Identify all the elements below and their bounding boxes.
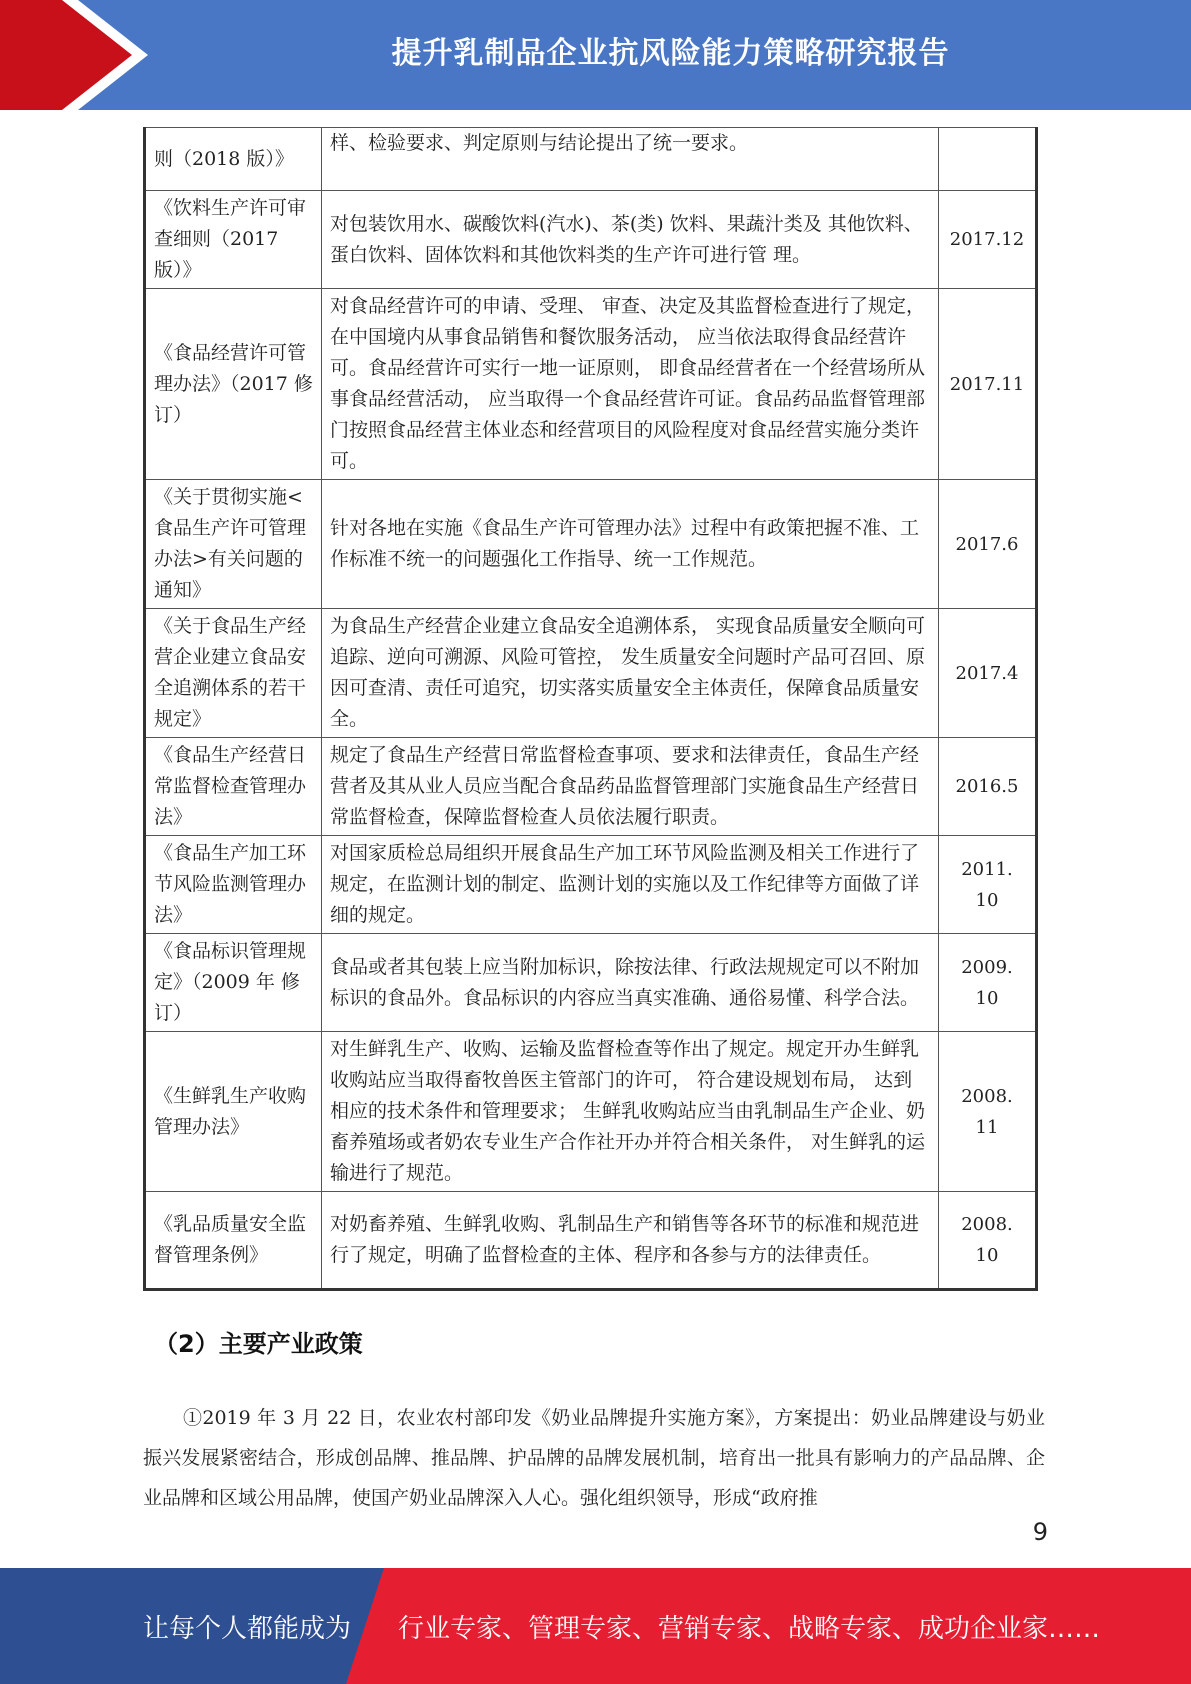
regulation-description: 食品或者其包装上应当附加标识，除按法律、行政法规规定可以不附加标识的食品外。食品标识的内容应当真实准确、通俗易懂、科学合法。 — [322, 934, 939, 1032]
table-row — [145, 1032, 1037, 1192]
regulation-description: 样、检验要求、判定原则与结论提出了统一要求。 — [322, 128, 939, 191]
table-row — [145, 738, 1037, 836]
regulation-name: 《关于食品生产经营企业建立食品安全追溯体系的若干规定》 — [145, 609, 322, 738]
regulation-name: 《生鲜乳生产收购管理办法》 — [145, 1032, 322, 1192]
regulation-name: 《食品标识管理规定》（2009 年 修订） — [145, 934, 322, 1032]
regulation-name: 《乳品质量安全监督管理条例》 — [145, 1192, 322, 1290]
regulation-name: 《饮料生产许可审查细则（2017 版）》 — [145, 191, 322, 289]
body-paragraph: ①2019 年 3 月 22 日，农业农村部印发《奶业品牌提升实施方案》，方案提出：奶业品牌建设与奶业振兴发展紧密结合，形成创品牌、推品牌、护品牌的品牌发展机制，培育出一批具有影响力的产品品牌、企业品牌和区域公用品牌，使国产奶业品牌深入人心。强化组织领导，形成“政府推 — [143, 1407, 1045, 1509]
regulation-description: 规定了食品生产经营日常监督检查事项、要求和法律责任，食品生产经营者及其从业人员应当配合食品药品监督管理部门实施食品生产经营日常监督检查，保障监督检查人员依法履行职责。 — [322, 738, 939, 836]
regulations-table-container — [143, 127, 1035, 1291]
header-arrow-graphic — [0, 0, 160, 110]
regulation-description: 为食品生产经营企业建立食品安全追溯体系， 实现食品质量安全顺向可追踪、逆向可溯源、风险可管控， 发生质量安全问题时产品可召回、原因可查清、责任可追究，切实落实质量安全主体责任，保障食品质量安全。 — [322, 609, 939, 738]
regulation-date: 2017.4 — [939, 609, 1037, 738]
regulation-name: 《关于贯彻实施<食品生产许可管理办法>有关问题的通知》 — [145, 480, 322, 609]
regulation-name: 则（2018 版）》 — [145, 128, 322, 191]
table-row — [145, 191, 1037, 289]
regulation-name: 《食品经营许可管理办法》（2017 修订） — [145, 289, 322, 480]
table-row — [145, 1192, 1037, 1290]
table-row — [145, 480, 1037, 609]
section-heading: （2）主要产业政策 — [154, 1330, 363, 1358]
table-row — [145, 289, 1037, 480]
regulations-table — [143, 127, 1038, 1291]
page-number: 9 — [1032, 1518, 1048, 1546]
regulation-description: 对国家质检总局组织开展食品生产加工环节风险监测及相关工作进行了规定，在监测计划的制定、监测计划的实施以及工作纪律等方面做了详细的规定。 — [322, 836, 939, 934]
regulation-description: 对包装饮用水、碳酸饮料(汽水)、茶(类) 饮料、果蔬汁类及 其他饮料、蛋白饮料、固体饮料和其他饮料类的生产许可进行管 理。 — [322, 191, 939, 289]
regulation-date: 2008. 11 — [939, 1032, 1037, 1192]
footer-slogan-right: 行业专家、管理专家、营销专家、战略专家、成功企业家…… — [398, 1614, 1101, 1644]
footer-slogan-left: 让每个人都能成为 — [143, 1614, 352, 1644]
report-title: 提升乳制品企业抗风险能力策略研究报告 — [391, 36, 950, 71]
regulation-date: 2011. 10 — [939, 836, 1037, 934]
table-row — [145, 609, 1037, 738]
regulation-date — [939, 128, 1037, 191]
regulation-date: 2017.6 — [939, 480, 1037, 609]
page-header — [0, 0, 1191, 110]
regulation-description: 针对各地在实施《食品生产许可管理办法》过程中有政策把握不准、工作标准不统一的问题强化工作指导、统一工作规范。 — [322, 480, 939, 609]
regulation-date: 2016.5 — [939, 738, 1037, 836]
regulation-description: 对奶畜养殖、生鲜乳收购、乳制品生产和销售等各环节的标准和规范进行了规定，明确了监督检查的主体、程序和各参与方的法律责任。 — [322, 1192, 939, 1290]
regulation-description: 对食品经营许可的申请、受理、 审查、决定及其监督检查进行了规定， 在中国境内从事食品销售和餐饮服务活动， 应当依法取得食品经营许可。食品经营许可实行一地一证原则， 即食品经营者在一个经营场所从事食品经营活动， 应当取得一个食品经营许可证。食品药品监督管理部门按照食品经营主体业态和经营项目的风险程度对食品经营实施分类许可。 — [322, 289, 939, 480]
regulation-description: 对生鲜乳生产、收购、运输及监督检查等作出了规定。规定开办生鲜乳收购站应当取得畜牧兽医主管部门的许可， 符合建设规划布局， 达到相应的技术条件和管理要求； 生鲜乳收购站应当由乳制品生产企业、奶畜养殖场或者奶农专业生产合作社开办并符合相关条件， 对生鲜乳的运输进行了规范。 — [322, 1032, 939, 1192]
regulation-date: 2017.11 — [939, 289, 1037, 480]
regulation-date: 2008. 10 — [939, 1192, 1037, 1290]
table-row — [145, 128, 1037, 191]
table-row — [145, 934, 1037, 1032]
regulation-date: 2009. 10 — [939, 934, 1037, 1032]
regulation-name: 《食品生产经营日常监督检查管理办法》 — [145, 738, 322, 836]
page-footer — [0, 1568, 1191, 1684]
regulation-name: 《食品生产加工环节风险监测管理办法》 — [145, 836, 322, 934]
table-row — [145, 836, 1037, 934]
regulation-date: 2017.12 — [939, 191, 1037, 289]
